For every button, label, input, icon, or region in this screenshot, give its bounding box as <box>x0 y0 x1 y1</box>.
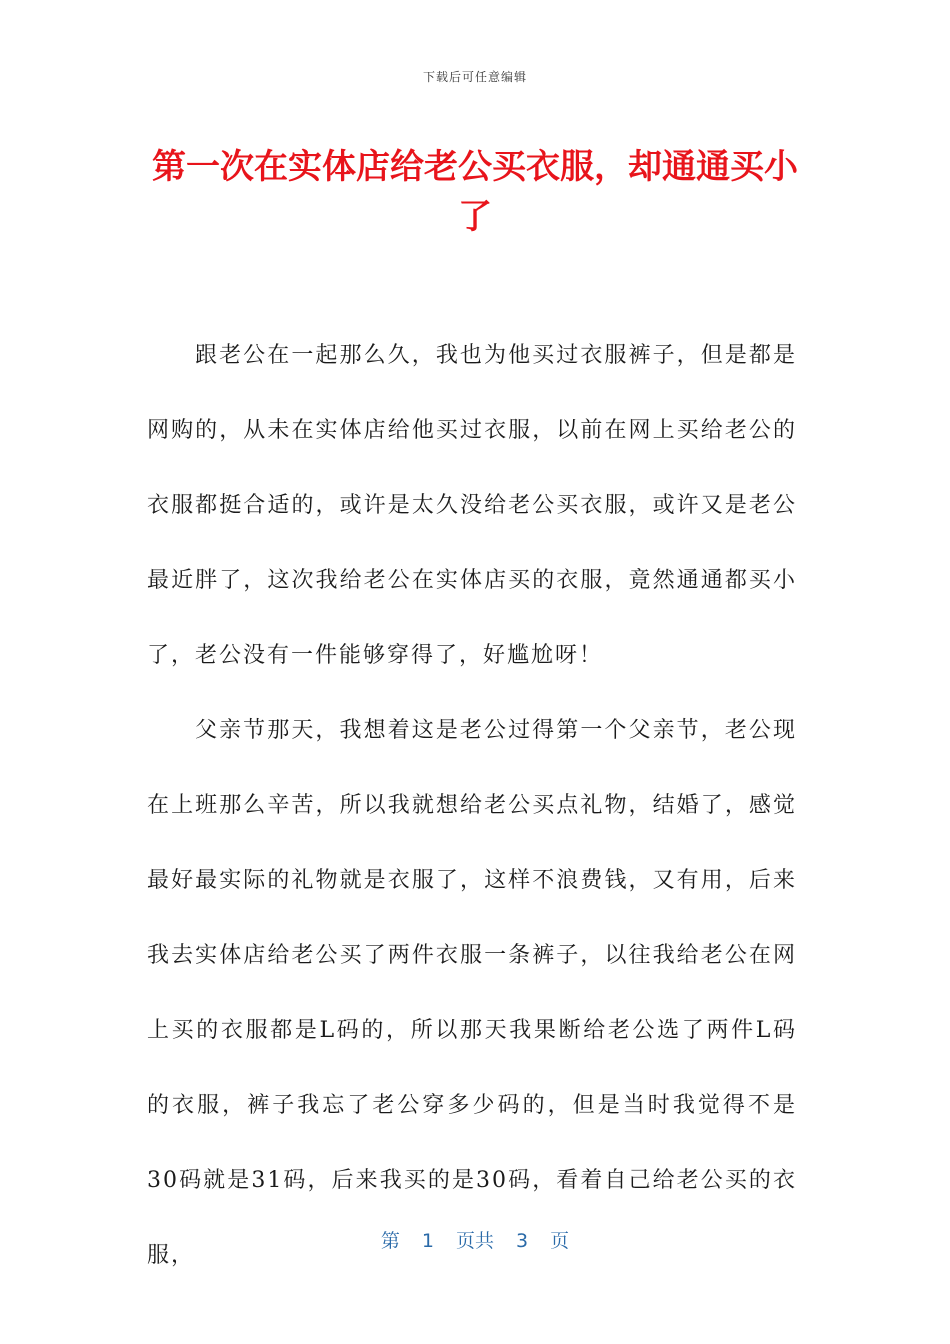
page-current: 1 <box>421 1230 434 1252</box>
header-note: 下载后可任意编辑 <box>422 70 527 84</box>
article-title: 第一次在实体店给老公买衣服，却通通买小了 <box>152 147 798 237</box>
page-total: 3 <box>516 1230 529 1252</box>
paragraph-1: 跟老公在一起那么久，我也为他买过衣服裤子，但是都是网购的，从未在实体店给他买过衣服，以前在网上买给老公的衣服都挺合适的，或许是太久没给老公买衣服，或许又是老公最近胖了，这次我给老公在实体店买的衣服，竟然通通都买小了，老公没有一件能够穿得了，好尴尬呀！ <box>147 343 797 668</box>
page-prefix: 第 <box>380 1230 400 1252</box>
article-body <box>147 318 797 1293</box>
paragraph-2: 父亲节那天，我想着这是老公过得第一个父亲节，老公现在上班那么辛苦，所以我就想给老公买点礼物，结婚了，感觉最好最实际的礼物就是衣服了，这样不浪费钱，又有用，后来我去实体店给老公买了两件衣服一条裤子，以往我给老公在网上买的衣服都是L码的，所以那天我果断给老公选了两件L码的衣服，裤子我忘了老公穿多少码的，但是当时我觉得不是30码就是31码，后来我买的是30码，看着自己给老公买的衣服， <box>147 718 797 1268</box>
page-middle: 页共 <box>455 1230 494 1252</box>
page-number-footer <box>0 1226 950 1253</box>
page-suffix: 页 <box>550 1230 570 1252</box>
